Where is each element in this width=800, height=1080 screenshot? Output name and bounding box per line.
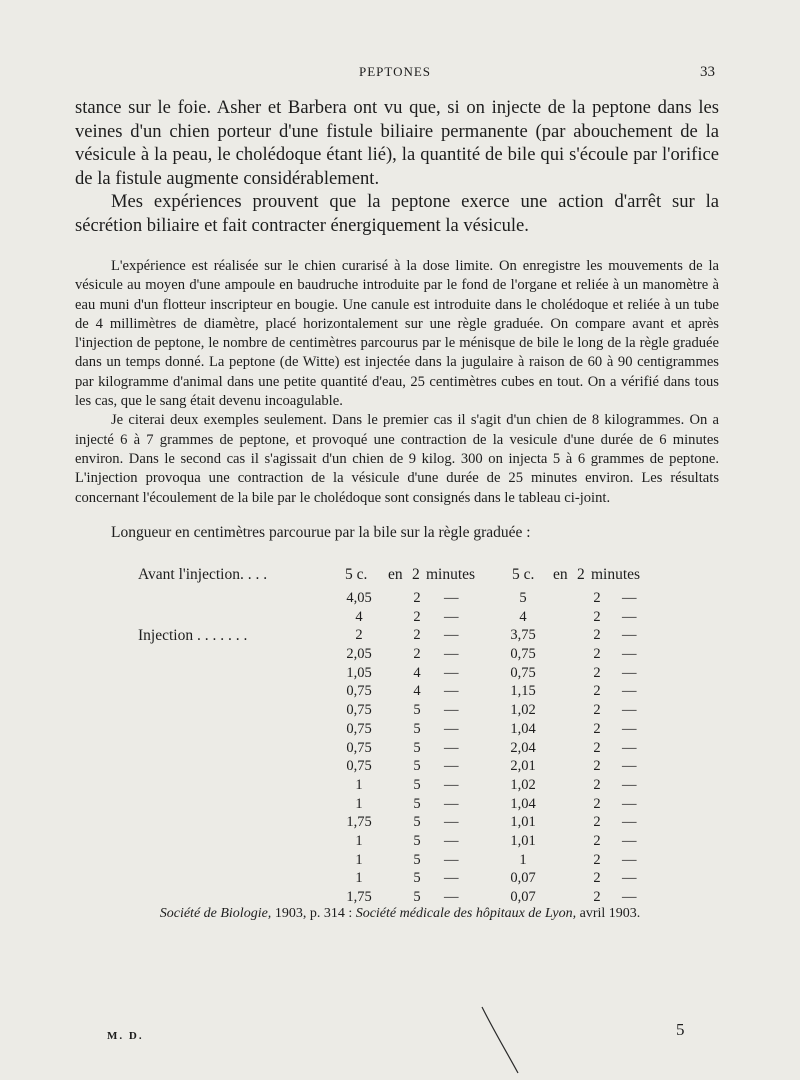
table-row <box>0 870 800 889</box>
running-title: PEPTONES <box>358 64 432 79</box>
length-value-2: 1,04 <box>510 720 536 737</box>
length-value-1: 2,05 <box>346 646 372 663</box>
ditto-mark-1: — <box>444 758 459 775</box>
table-row <box>0 646 800 665</box>
minutes-value-2: 2 <box>593 720 601 737</box>
ditto-mark-2: — <box>622 814 637 831</box>
minutes-value-2: 2 <box>593 627 601 644</box>
ditto-mark-2: — <box>622 627 637 644</box>
minutes-value-1: 5 <box>413 814 421 831</box>
ditto-mark-2: — <box>622 832 637 849</box>
ditto-mark-2: — <box>622 889 637 905</box>
ditto-mark-1: — <box>444 870 459 887</box>
ditto-mark-1: — <box>444 608 459 625</box>
length-value-2: 0,75 <box>510 646 536 663</box>
header-unit: minutes <box>426 566 476 583</box>
table-row <box>0 665 800 684</box>
ditto-mark-1: — <box>444 889 459 905</box>
minutes-value-1: 2 <box>413 627 421 644</box>
header-unit: minutes <box>591 566 641 583</box>
table-row <box>0 833 800 852</box>
length-value-1: 1,05 <box>346 664 372 681</box>
table-row <box>0 814 800 833</box>
ditto-mark-1: — <box>444 795 459 812</box>
header-en: en <box>553 566 568 583</box>
ink-stroke-mark <box>480 1005 520 1075</box>
minutes-value-1: 4 <box>413 664 421 681</box>
length-value-2: 1,02 <box>510 776 536 793</box>
ditto-mark-1: — <box>444 851 459 868</box>
header-value: 5 c. <box>512 566 535 583</box>
length-value-1: 1 <box>355 795 363 812</box>
length-value-1: 0,75 <box>346 739 372 756</box>
citation-date: avril 1903. <box>579 906 641 921</box>
header-en: en <box>388 566 403 583</box>
length-value-1: 1 <box>355 776 363 793</box>
minutes-value-2: 2 <box>593 832 601 849</box>
length-value-1: 1 <box>355 851 363 868</box>
ditto-mark-2: — <box>622 739 637 756</box>
citation-journal: Société de Biologie, <box>159 906 275 921</box>
minutes-value-1: 2 <box>413 646 421 663</box>
length-value-1: 4 <box>355 608 363 625</box>
length-value-1: 1 <box>355 870 363 887</box>
ditto-mark-2: — <box>622 720 637 737</box>
length-value-1: 0,75 <box>346 702 372 719</box>
length-value-2: 0,75 <box>510 664 536 681</box>
ditto-mark-1: — <box>444 739 459 756</box>
table-row <box>0 609 800 628</box>
results-table <box>0 566 800 908</box>
length-value-1: 2 <box>355 627 363 644</box>
header-value: 5 c. <box>345 566 368 583</box>
ditto-mark-1: — <box>444 814 459 831</box>
citation-journal-2: Société médicale des hôpitaux de Lyon, <box>355 906 580 921</box>
length-value-2: 1,01 <box>510 832 536 849</box>
length-value-2: 1,01 <box>510 814 536 831</box>
table-row <box>0 627 800 646</box>
minutes-value-2: 2 <box>593 889 601 905</box>
length-value-2: 1,02 <box>510 702 536 719</box>
length-value-1: 0,75 <box>346 683 372 700</box>
ditto-mark-2: — <box>622 851 637 868</box>
minutes-value-1: 5 <box>413 889 421 905</box>
experiment-description <box>75 257 719 508</box>
table-row <box>0 683 800 702</box>
minutes-value-2: 2 <box>593 851 601 868</box>
minutes-value-2: 2 <box>593 590 601 606</box>
ditto-mark-1: — <box>444 646 459 663</box>
length-value-2: 0,07 <box>510 889 536 905</box>
header-label: Avant l'injection. . . . <box>138 566 268 583</box>
ditto-mark-2: — <box>622 608 637 625</box>
ditto-mark-2: — <box>622 758 637 775</box>
length-value-1: 0,75 <box>346 720 372 737</box>
table-row <box>0 702 800 721</box>
table-header-row <box>0 566 800 590</box>
length-value-2: 1 <box>519 851 527 868</box>
minutes-value-2: 2 <box>593 664 601 681</box>
length-value-1: 4,05 <box>346 590 372 606</box>
ditto-mark-1: — <box>444 590 459 606</box>
page-number: 33 <box>700 64 715 80</box>
minutes-value-2: 2 <box>593 758 601 775</box>
length-value-2: 1,04 <box>510 795 536 812</box>
minutes-value-2: 2 <box>593 683 601 700</box>
minutes-value-1: 5 <box>413 702 421 719</box>
table-row <box>0 740 800 759</box>
length-value-2: 2,04 <box>510 739 536 756</box>
ditto-mark-1: — <box>444 702 459 719</box>
length-value-2: 1,15 <box>510 683 536 700</box>
minutes-value-1: 5 <box>413 720 421 737</box>
minutes-value-2: 2 <box>593 646 601 663</box>
minutes-value-2: 2 <box>593 870 601 887</box>
signature-mark: M. D. <box>107 1030 144 1042</box>
minutes-value-2: 2 <box>593 814 601 831</box>
length-value-1: 0,75 <box>346 758 372 775</box>
ditto-mark-2: — <box>622 776 637 793</box>
minutes-value-2: 2 <box>593 702 601 719</box>
minutes-value-1: 5 <box>413 739 421 756</box>
ditto-mark-2: — <box>622 795 637 812</box>
table-row <box>0 590 800 609</box>
header-count: 2 <box>577 566 585 583</box>
paragraph: Mes expériences prouvent que la peptone exerce une action d'arrêt sur la sécrétion biliaire et fait contracter énergiquement la vésicule. <box>75 191 719 236</box>
minutes-value-2: 2 <box>593 739 601 756</box>
citation-year: 1903, p. 314 : <box>274 906 356 921</box>
length-value-2: 0,07 <box>510 870 536 887</box>
minutes-value-2: 2 <box>593 795 601 812</box>
ditto-mark-1: — <box>444 832 459 849</box>
length-value-1: 1,75 <box>346 889 372 905</box>
minutes-value-1: 4 <box>413 683 421 700</box>
paragraph: Je citerai deux exemples seulement. Dans le premier cas il s'agit d'un chien de 8 kilogrammes. On a injecté 6 à 7 grammes de peptone, et provoqué une contraction de la vesicule d'une durée de 6 minutes environ. Dans le second cas il s'agissait d'un chien de 9 kilog. 300 on injecta 5 à 6 grammes de peptone. L'injection provoqua une contraction de la vésicule d'une durée de 25 minutes environ. Les résultats concernant l'écoulement de la bile par le cholédoque sont consignés dans le tableau ci-joint. <box>75 412 719 506</box>
minutes-value-1: 5 <box>413 851 421 868</box>
ditto-mark-2: — <box>622 590 637 606</box>
minutes-value-1: 5 <box>413 832 421 849</box>
minutes-value-1: 2 <box>413 608 421 625</box>
minutes-value-2: 2 <box>593 608 601 625</box>
sheet-number: 5 <box>676 1020 685 1039</box>
ditto-mark-1: — <box>444 720 459 737</box>
table-row <box>0 721 800 740</box>
minutes-value-2: 2 <box>593 776 601 793</box>
minutes-value-1: 2 <box>413 590 421 606</box>
row-label: Injection . . . . . . . <box>138 627 248 645</box>
table-row <box>0 889 800 908</box>
paragraph: L'expérience est réalisée sur le chien curarisé à la dose limite. On enregistre les mouvements de la vésicule au moyen d'une ampoule en baudruche introduite par le fond de l'organe et reliée à un manomètre à eau muni d'un flotteur inscripteur en bougie. Une canule est introduite dans le cholédoque et reliée à un tube de 4 millimètres de diamètre, placé horizontalement sur une règle graduée. On compare avant et après l'injection de peptone, le nombre de centimètres parcourus par le ménisque de bile le long de la règle graduée dans un temps donné. La peptone (de Witte) est injectée dans la jugulaire à raison de 60 à 90 centigrammes par kilogramme d'animal dans une petite quantité d'eau, 25 centimètres cubes en tout. On a vérifié dans tous les cas, que le sang était devenu incoagulable. <box>75 258 719 410</box>
length-value-2: 5 <box>519 590 527 606</box>
table-row <box>0 777 800 796</box>
source-citation <box>0 906 800 922</box>
table-row <box>0 852 800 871</box>
length-value-1: 1 <box>355 832 363 849</box>
length-value-2: 3,75 <box>510 627 536 644</box>
length-value-2: 4 <box>519 608 527 625</box>
table-body <box>0 590 800 908</box>
minutes-value-1: 5 <box>413 776 421 793</box>
minutes-value-1: 5 <box>413 870 421 887</box>
table-caption: Longueur en centimètres parcourue par la bile sur la règle graduée : <box>111 524 531 541</box>
ditto-mark-2: — <box>622 664 637 681</box>
minutes-value-1: 5 <box>413 758 421 775</box>
table-row <box>0 758 800 777</box>
ditto-mark-2: — <box>622 870 637 887</box>
ditto-mark-1: — <box>444 664 459 681</box>
ditto-mark-2: — <box>622 702 637 719</box>
ditto-mark-1: — <box>444 776 459 793</box>
main-text <box>75 96 719 237</box>
header-count: 2 <box>412 566 420 583</box>
page-header <box>75 64 715 84</box>
ditto-mark-1: — <box>444 627 459 644</box>
length-value-2: 2,01 <box>510 758 536 775</box>
minutes-value-1: 5 <box>413 795 421 812</box>
length-value-1: 1,75 <box>346 814 372 831</box>
ditto-mark-2: — <box>622 646 637 663</box>
table-row <box>0 796 800 815</box>
paragraph: stance sur le foie. Asher et Barbera ont vu que, si on injecte de la peptone dans les veines d'un chien porteur d'une fistule biliaire permanente (par abouchement de la vésicule à la peau, le cholédoque étant lié), la quantité de bile qui s'écoule par l'orifice de la fistule augmente considérablement. <box>75 97 719 189</box>
ditto-mark-1: — <box>444 683 459 700</box>
ditto-mark-2: — <box>622 683 637 700</box>
